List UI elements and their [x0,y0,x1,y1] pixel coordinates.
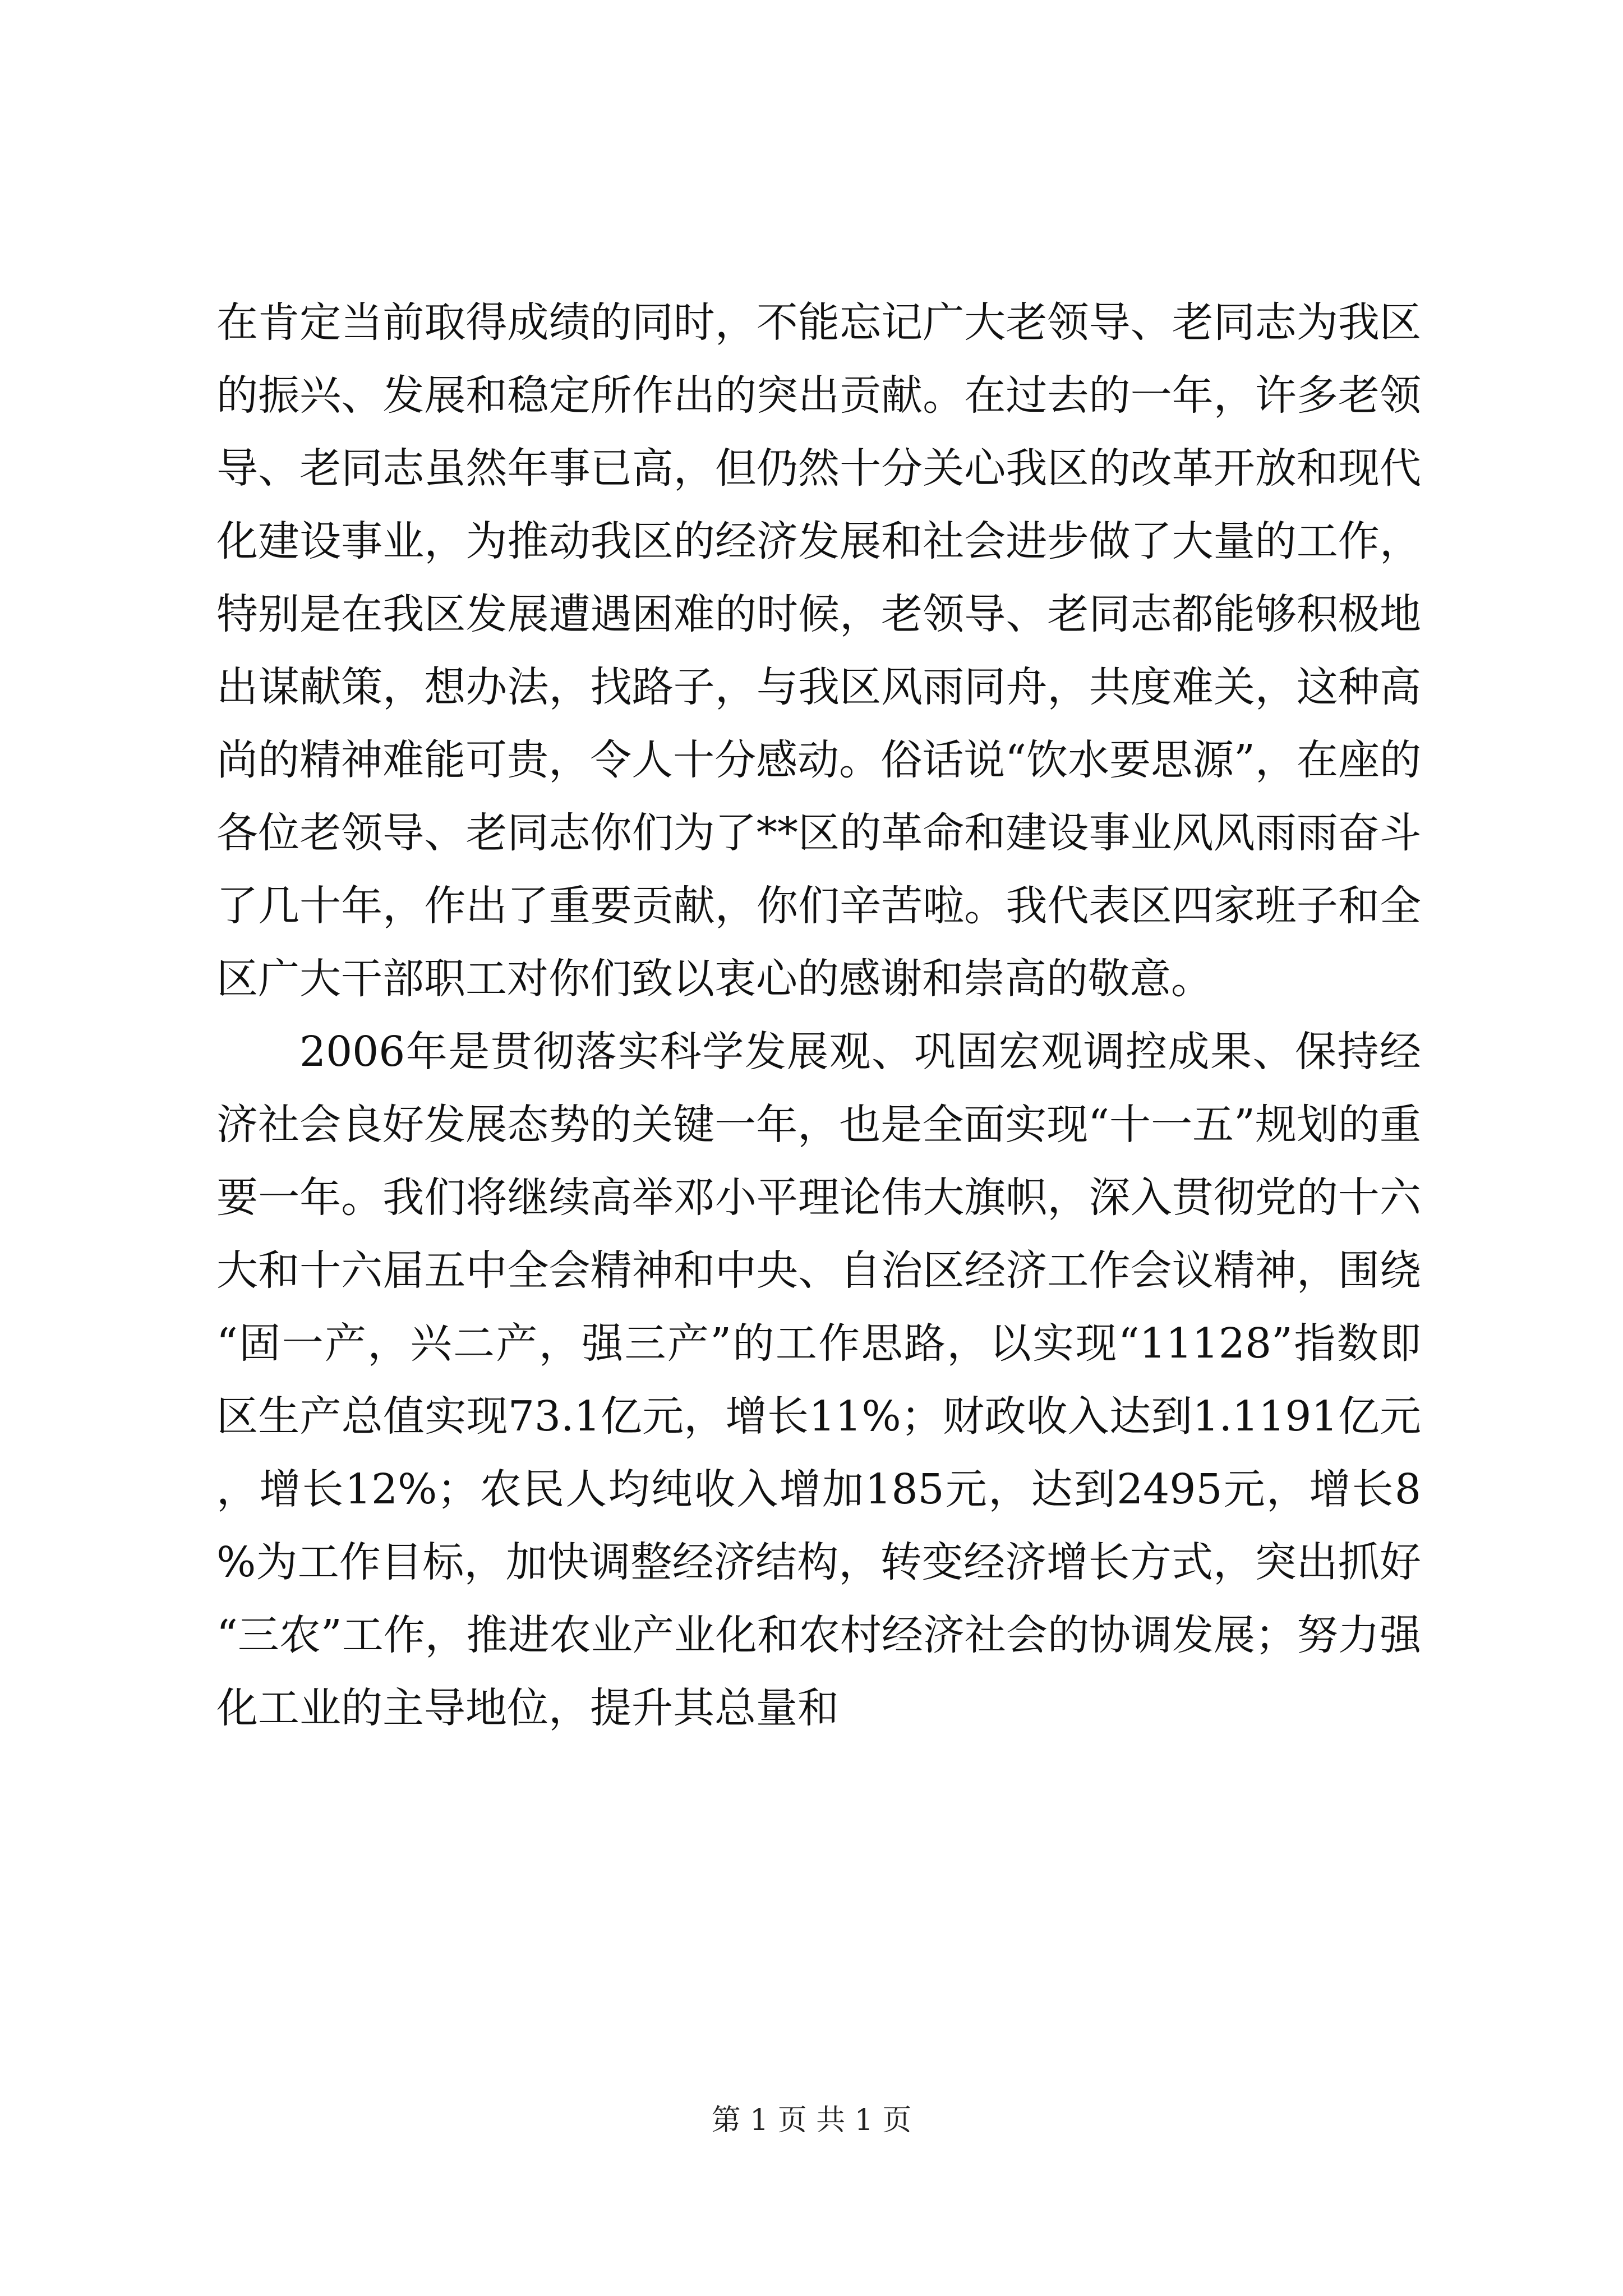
page-footer: 第 1 页 共 1 页 [711,2104,912,2137]
paragraph-2: 2006年是贯彻落实科学发展观、巩固宏观调控成果、保持经济社会良好发展态势的关键一年，也是全面实现“十一五”规划的重要一年。我们将继续高举邓小平理论伟大旗帜，深入贯彻党的十六大和十六届五中全会精神和中央、自治区经济工作会议精神，围绕“固一产，兴二产，强三产”的工作思路，以实现“11128”指数即区生产总值实现73.1亿元，增长11%；财政收入达到1.1191亿元，增长12%；农民人均纯收入增加185元，达到2495元，增长8%为工作目标，加快调整经济结构，转变经济增长方式，突出抓好“三农”工作，推进农业产业化和农村经济社会的协调发展；努力强化工业的主导地位，提升其总量和 [216,1028,1421,1732]
paragraph-1: 在肯定当前取得成绩的同时，不能忘记广大老领导、老同志为我区的振兴、发展和稳定所作出的突出贡献。在过去的一年，许多老领导、老同志虽然年事已高，但仍然十分关心我区的改革开放和现代化建设事业，为推动我区的经济发展和社会进步做了大量的工作，特别是在我区发展遭遇困难的时候，老领导、老同志都能够积极地出谋献策，想办法，找路子，与我区风雨同舟，共度难关，这种高尚的精神难能可贵，令人十分感动。俗话说“饮水要思源”，在座的各位老领导、老同志你们为了**区的革命和建设事业风风雨雨奋斗了几十年，作出了重要贡献，你们辛苦啦。我代表区四家班子和全区广大干部职工对你们致以衷心的感谢和崇高的敬意。 [216,298,1421,1003]
document-body [216,286,1421,1745]
